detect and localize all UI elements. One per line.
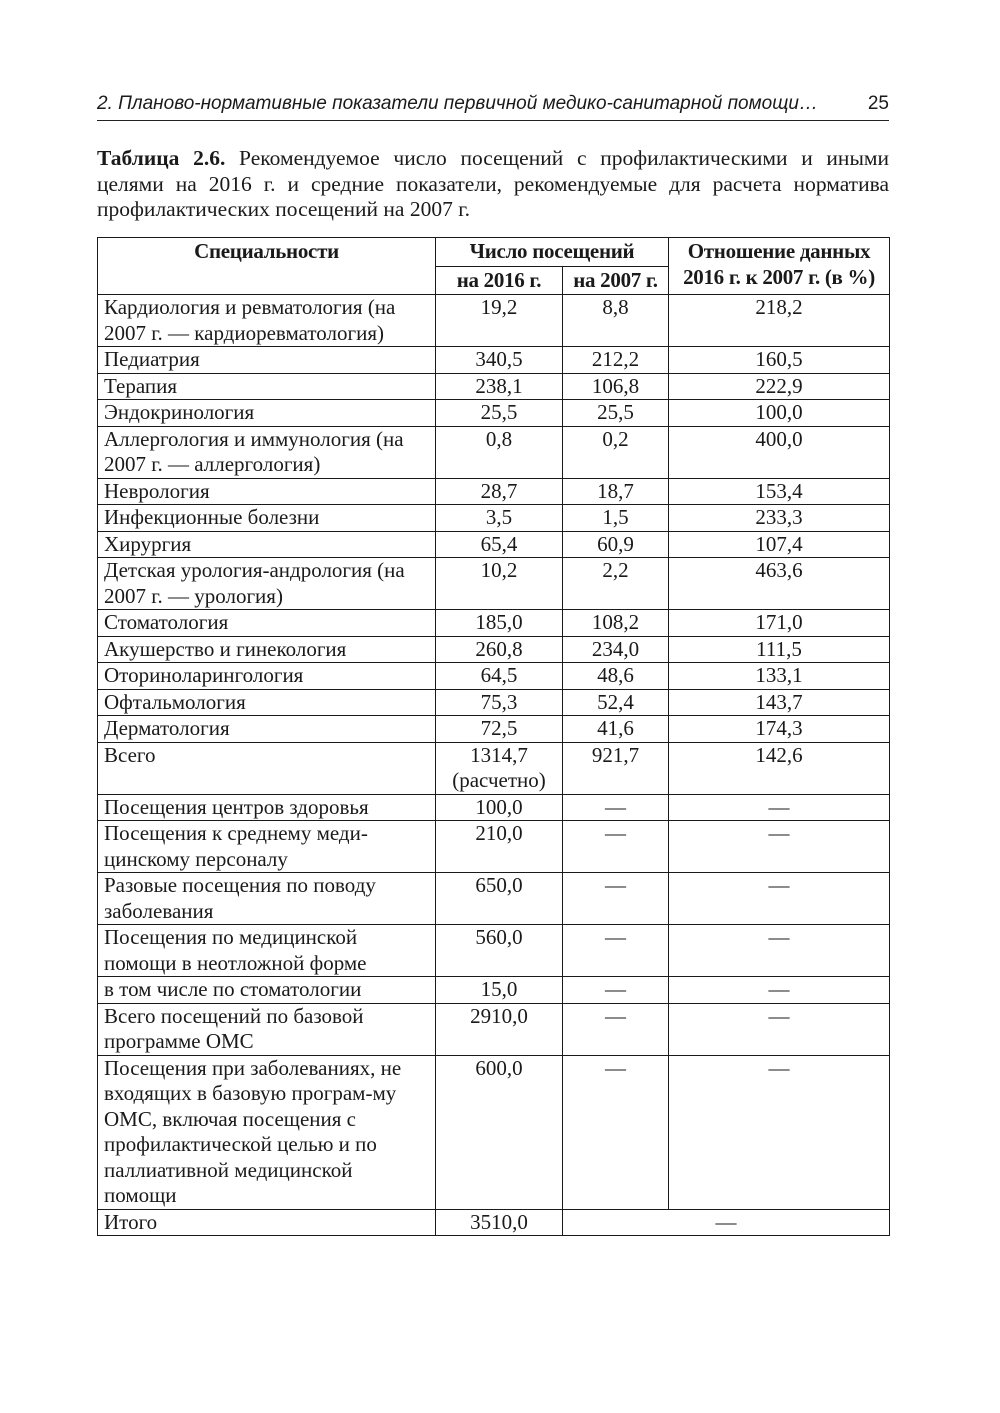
cell-2007: — [563, 977, 669, 1004]
cell-specialty: Аллергология и иммунология (на 2007 г. — аллергология) [98, 426, 436, 478]
cell-specialty: Разовые посещения по поводу заболевания [98, 873, 436, 925]
cell-ratio: 153,4 [669, 478, 890, 505]
table-row [98, 821, 890, 873]
cell-2007: 52,4 [563, 689, 669, 716]
cell-2007: 234,0 [563, 636, 669, 663]
table-row [98, 400, 890, 427]
cell-specialty: Акушерство и гинекология [98, 636, 436, 663]
cell-ratio: 160,5 [669, 347, 890, 374]
cell-2016: 2910,0 [436, 1003, 563, 1055]
table-row [98, 663, 890, 690]
cell-2016: 15,0 [436, 977, 563, 1004]
table-caption [97, 146, 889, 223]
header-visits: Число посещений [436, 238, 669, 267]
table-row [98, 742, 890, 794]
visits-table [97, 237, 890, 1236]
cell-2007: 108,2 [563, 610, 669, 637]
cell-2007: 1,5 [563, 505, 669, 532]
cell-specialty: Посещения по медицинской помощи в неотложной форме [98, 925, 436, 977]
cell-ratio: — [669, 873, 890, 925]
cell-2016: 238,1 [436, 373, 563, 400]
cell-2007: 106,8 [563, 373, 669, 400]
cell-2016: 0,8 [436, 426, 563, 478]
cell-2007: 2,2 [563, 558, 669, 610]
cell-specialty: Стоматология [98, 610, 436, 637]
cell-ratio: 218,2 [669, 295, 890, 347]
cell-specialty: Посещения к среднему меди-цинскому персоналу [98, 821, 436, 873]
cell-ratio: 143,7 [669, 689, 890, 716]
table-row [98, 478, 890, 505]
cell-total-merged: — [563, 1209, 890, 1236]
cell-2016: 600,0 [436, 1055, 563, 1209]
cell-ratio: 222,9 [669, 373, 890, 400]
header-2007: на 2007 г. [563, 266, 669, 295]
table-caption-label: Таблица 2.6. [97, 146, 226, 170]
table-row [98, 610, 890, 637]
cell-ratio: 111,5 [669, 636, 890, 663]
cell-specialty: Кардиология и ревматология (на 2007 г. — кардиоревматология) [98, 295, 436, 347]
cell-2016: 64,5 [436, 663, 563, 690]
cell-2016: 3,5 [436, 505, 563, 532]
table-row [98, 1003, 890, 1055]
cell-2016: 650,0 [436, 873, 563, 925]
cell-specialty: Офтальмология [98, 689, 436, 716]
cell-2007: 8,8 [563, 295, 669, 347]
table-row [98, 426, 890, 478]
cell-specialty: Оториноларингология [98, 663, 436, 690]
table-row [98, 558, 890, 610]
table-row [98, 636, 890, 663]
cell-2007: — [563, 794, 669, 821]
cell-2007: 41,6 [563, 716, 669, 743]
cell-specialty: Посещения при заболеваниях, не входящих в базовую програм-му ОМС, включая посещения с профилактической целью и по паллиативной медицинской помощи [98, 1055, 436, 1209]
cell-ratio: 133,1 [669, 663, 890, 690]
cell-ratio: 100,0 [669, 400, 890, 427]
table-row [98, 925, 890, 977]
cell-ratio: — [669, 977, 890, 1004]
cell-ratio: — [669, 1003, 890, 1055]
cell-specialty: Детская урология-андрология (на 2007 г. — урология) [98, 558, 436, 610]
cell-2016: 560,0 [436, 925, 563, 977]
cell-2007: — [563, 1003, 669, 1055]
page-number: 25 [867, 93, 889, 114]
cell-specialty: Хирургия [98, 531, 436, 558]
cell-2016: 340,5 [436, 347, 563, 374]
cell-2016: 100,0 [436, 794, 563, 821]
table-row [98, 531, 890, 558]
table-row [98, 977, 890, 1004]
cell-2016: 75,3 [436, 689, 563, 716]
cell-total-2016: 3510,0 [436, 1209, 563, 1236]
cell-2007: — [563, 925, 669, 977]
cell-2016: 19,2 [436, 295, 563, 347]
table-row [98, 505, 890, 532]
cell-ratio: 400,0 [669, 426, 890, 478]
cell-2007: 48,6 [563, 663, 669, 690]
cell-ratio: 171,0 [669, 610, 890, 637]
cell-2016: 260,8 [436, 636, 563, 663]
cell-2016: 185,0 [436, 610, 563, 637]
cell-specialty: в том числе по стоматологии [98, 977, 436, 1004]
cell-specialty: Посещения центров здоровья [98, 794, 436, 821]
cell-total-label: Итого [98, 1209, 436, 1236]
table-row [98, 716, 890, 743]
cell-2016: 1314,7 (расчетно) [436, 742, 563, 794]
cell-specialty: Терапия [98, 373, 436, 400]
cell-specialty: Всего [98, 742, 436, 794]
table-row [98, 347, 890, 374]
cell-2007: 18,7 [563, 478, 669, 505]
cell-2016: 210,0 [436, 821, 563, 873]
cell-2007: 921,7 [563, 742, 669, 794]
table-total-row [98, 1209, 890, 1236]
cell-ratio: 142,6 [669, 742, 890, 794]
cell-2007: 212,2 [563, 347, 669, 374]
cell-ratio: — [669, 821, 890, 873]
cell-specialty: Инфекционные болезни [98, 505, 436, 532]
cell-ratio: 233,3 [669, 505, 890, 532]
cell-2016: 10,2 [436, 558, 563, 610]
cell-2016: 65,4 [436, 531, 563, 558]
cell-2007: 25,5 [563, 400, 669, 427]
cell-specialty: Дерматология [98, 716, 436, 743]
header-2016: на 2016 г. [436, 266, 563, 295]
header-specialty: Специальности [98, 238, 436, 295]
cell-ratio: — [669, 794, 890, 821]
table-row [98, 1055, 890, 1209]
cell-specialty: Всего посещений по базовой программе ОМС [98, 1003, 436, 1055]
table-caption-text: Рекомендуемое число посещений с профилактическими и иными целями на 2016 г. и средние показатели, рекомендуемые для расчета норматива профилактических посещений на 2007 г. [97, 146, 889, 221]
cell-2007: 0,2 [563, 426, 669, 478]
table-row [98, 794, 890, 821]
table-row [98, 689, 890, 716]
cell-2016: 25,5 [436, 400, 563, 427]
cell-2007: — [563, 873, 669, 925]
cell-2016: 72,5 [436, 716, 563, 743]
cell-ratio: 463,6 [669, 558, 890, 610]
cell-2007: — [563, 821, 669, 873]
table-row [98, 373, 890, 400]
cell-ratio: — [669, 1055, 890, 1209]
cell-ratio: 107,4 [669, 531, 890, 558]
cell-specialty: Неврология [98, 478, 436, 505]
cell-specialty: Педиатрия [98, 347, 436, 374]
cell-2007: 60,9 [563, 531, 669, 558]
running-header [97, 88, 889, 121]
cell-ratio: 174,3 [669, 716, 890, 743]
table-row [98, 873, 890, 925]
cell-ratio: — [669, 925, 890, 977]
cell-specialty: Эндокринология [98, 400, 436, 427]
table-header-row [98, 238, 890, 267]
cell-2007: — [563, 1055, 669, 1209]
table-row [98, 295, 890, 347]
running-title: 2. Планово-нормативные показатели первичной медико-санитарной помощи… [97, 93, 818, 114]
cell-2016: 28,7 [436, 478, 563, 505]
header-ratio: Отношение данных 2016 г. к 2007 г. (в %) [669, 238, 890, 295]
